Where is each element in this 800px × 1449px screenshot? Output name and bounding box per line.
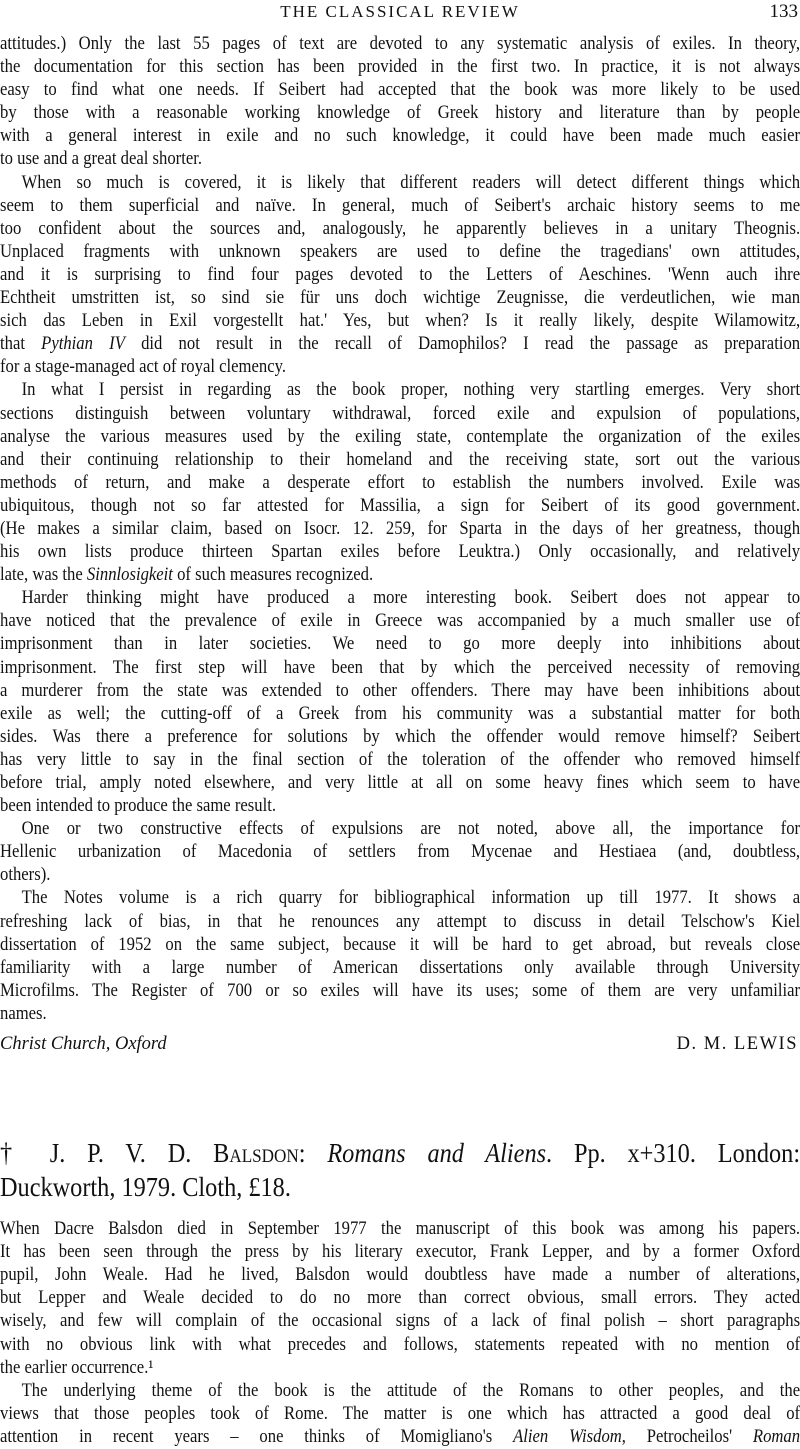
text-line: sides. Was there a preference for solutions by which the offender would remove himself? Seibert	[0, 726, 800, 747]
text-line: others).	[0, 865, 51, 886]
paragraph	[0, 172, 800, 380]
review-heading	[0, 1136, 800, 1204]
text-line: familiarity with a large number of American dissertations only available through University	[0, 957, 800, 978]
text-line: imprisonment than in later societies. We need to go more deeply into inhibitions about	[0, 634, 800, 655]
text-line: One or two constructive effects of expulsions are not noted, above all, the importance for	[21, 819, 800, 840]
heading-text: . Pp. x+310. London:	[546, 1138, 800, 1169]
text-line: Harder thinking might have produced a more interesting book. Seibert does not appear to	[21, 588, 800, 609]
text-line: refreshing lack of bias, in that he renounces any attempt to discuss in detail Telschow's Kiel	[0, 911, 800, 932]
text-line: (He makes a similar claim, based on Isocr. 12. 259, for Sparta in the days of her greatness, though	[0, 518, 800, 539]
text-line	[0, 333, 800, 356]
text-line: easy to find what one needs. If Seibert had accepted that the book was more likely to be used	[0, 80, 800, 101]
signature-place: Christ Church, Oxford	[0, 1034, 167, 1055]
text-segment: of such measures recognized.	[172, 565, 374, 586]
author-name: Balsdon	[213, 1138, 299, 1169]
text-line: pupil, John Weale. Had he lived, Balsdon would doubtless have made a number of alterations,	[0, 1265, 800, 1286]
text-segment: attention in recent years – one thinks of Momigliano's	[0, 1426, 514, 1447]
page-number: 133	[769, 1, 798, 22]
text-line: have noticed that the prevalence of exile in Greece was accompanied by a much smaller use of	[0, 611, 800, 632]
text-line: by those with a reasonable working knowledge of Greek history and literature than by people	[0, 103, 800, 124]
paragraph	[0, 887, 800, 1026]
review-signature	[0, 1032, 800, 1066]
text-line: with no obvious link with what precedes and follows, statements repeated with no mention of	[0, 1334, 800, 1355]
text-line: Echtheit umstritten ist, so sind sie für uns doch wichtige Zeugnisse, die verdeutlichen, wie man	[0, 288, 800, 309]
heading-text: :	[298, 1138, 328, 1169]
text-line: been intended to produce the same result.	[0, 796, 277, 817]
text-line: In what I persist in regarding as the book proper, nothing very startling emerges. Very short	[21, 380, 800, 401]
heading-text: Duckworth, 1979. Cloth, £18.	[0, 1172, 291, 1203]
text-segment: late, was the	[0, 565, 87, 586]
paragraph	[0, 818, 800, 887]
page-content	[0, 33, 800, 1449]
text-line: the documentation for this section has been provided in the first two. In practice, it is not always	[0, 57, 800, 78]
text-line: sections distinguish between voluntary withdrawal, forced exile and expulsion of populations,	[0, 403, 800, 424]
text-segment: , Petrocheilos'	[621, 1426, 753, 1447]
text-line: When so much is covered, it is likely that different readers will detect different things which	[21, 172, 800, 193]
heading-text: † J. P. V. D.	[0, 1138, 214, 1169]
text-line: When Dacre Balsdon died in September 1977 the manuscript of this book was among his papers.	[0, 1219, 800, 1240]
text-line: sich das Leben in Exil vorgestellt hat.' Yes, but when? Is it really likely, despite Wilamowitz,	[0, 311, 800, 332]
text-line: but Lepper and Weale decided to do no more than correct obvious, small errors. They acted	[0, 1288, 800, 1309]
paragraph	[0, 1380, 800, 1449]
text-line	[0, 564, 800, 587]
text-line: It has been seen through the press by his literary executor, Frank Lepper, and by a former Oxford	[0, 1242, 800, 1263]
heading-line	[0, 1136, 800, 1170]
italic-text: Sinnlosigkeit	[86, 565, 173, 586]
text-line: the earlier occurrence.¹	[0, 1357, 154, 1378]
paragraph	[0, 33, 800, 172]
paragraph	[0, 1218, 800, 1380]
text-line: Unplaced fragments with unknown speakers are used to define the tragedians' own attitudes,	[0, 241, 800, 262]
text-line: dissertation of 1952 on the same subject, because it will be hard to get abroad, but reveals close	[0, 934, 800, 955]
text-line: for a stage-managed act of royal clemency.	[0, 357, 286, 378]
text-line: too confident about the sources and, analogously, he apparently believes in a unitary Theognis.	[0, 218, 800, 239]
heading-line	[0, 1170, 800, 1204]
text-line: The Notes volume is a rich quarry for bibliographical information up till 1977. It shows a	[21, 888, 800, 909]
italic-text: Alien Wisdom	[513, 1426, 622, 1447]
book-title: Romans and Aliens	[327, 1138, 547, 1169]
text-line: imprisonment. The first step will have been that by which the perceived necessity of removing	[0, 657, 800, 678]
text-line: wisely, and few will complain of the occasional signs of a lack of final polish – short paragraphs	[0, 1311, 800, 1332]
text-segment: that	[0, 334, 42, 355]
text-line: a murderer from the state was extended to other offenders. There may have been inhibitions about	[0, 680, 800, 701]
text-line: has very little to say in the final section of the toleration of the offender who removed himself	[0, 749, 800, 770]
text-line: exile as well; the cutting-off of a Greek from his community was a substantial matter for both	[0, 703, 800, 724]
text-line: and it is surprising to find four pages devoted to the Letters of Aeschines. 'Wenn auch ihre	[0, 264, 800, 285]
text-line	[0, 1426, 800, 1449]
text-segment: did not result in the recall of Damophilos? I read the passage as preparation	[124, 334, 800, 355]
text-line: methods of return, and make a desperate effort to establish the numbers involved. Exile was	[0, 472, 800, 493]
italic-text: Roman	[752, 1426, 800, 1447]
text-line: before trial, amply noted elsewhere, and very little at all on some heavy fines which seem to have	[0, 773, 800, 793]
text-line: names.	[0, 1003, 47, 1024]
review-balsdon-body	[0, 1218, 800, 1449]
text-line: to use and a great deal shorter.	[0, 149, 203, 170]
text-line: The underlying theme of the book is the attitude of the Romans to other peoples, and the	[21, 1380, 800, 1401]
italic-text: Pythian IV	[41, 334, 125, 355]
text-line: Hellenic urbanization of Macedonia of settlers from Mycenae and Hestiaea (and, doubtless,	[0, 842, 800, 863]
paragraph	[0, 587, 800, 818]
journal-title: THE CLASSICAL REVIEW	[280, 2, 520, 21]
review-lewis-body	[0, 33, 800, 1026]
text-line: views that those peoples took of Rome. The matter is one which has attracted a good deal of	[0, 1403, 800, 1424]
text-line: seem to them superficial and naïve. In general, much of Seibert's archaic history seems to me	[0, 195, 800, 216]
text-line: with a general interest in exile and no such knowledge, it could have been made much easier	[0, 126, 800, 147]
text-line: attitudes.) Only the last 55 pages of text are devoted to any systematic analysis of exiles. In theory,	[0, 34, 800, 54]
text-line: his own lists produce thirteen Spartan exiles before Leuktra.) Only occasionally, and relatively	[0, 542, 800, 563]
text-line: and their continuing relationship to their homeland and the receiving state, sort out the various	[0, 449, 800, 470]
paragraph	[0, 379, 800, 587]
text-line: ubiquitous, though not so far attested for Massilia, a sign for Seibert of its good government.	[0, 495, 800, 516]
text-line: analyse the various measures used by the exiling state, contemplate the organization of the exiles	[0, 426, 800, 447]
running-header	[0, 0, 800, 26]
text-line: Microfilms. The Register of 700 or so exiles will have its uses; some of them are very unfamiliar	[0, 980, 800, 1001]
signature-author: D. M. LEWIS	[676, 1034, 798, 1055]
